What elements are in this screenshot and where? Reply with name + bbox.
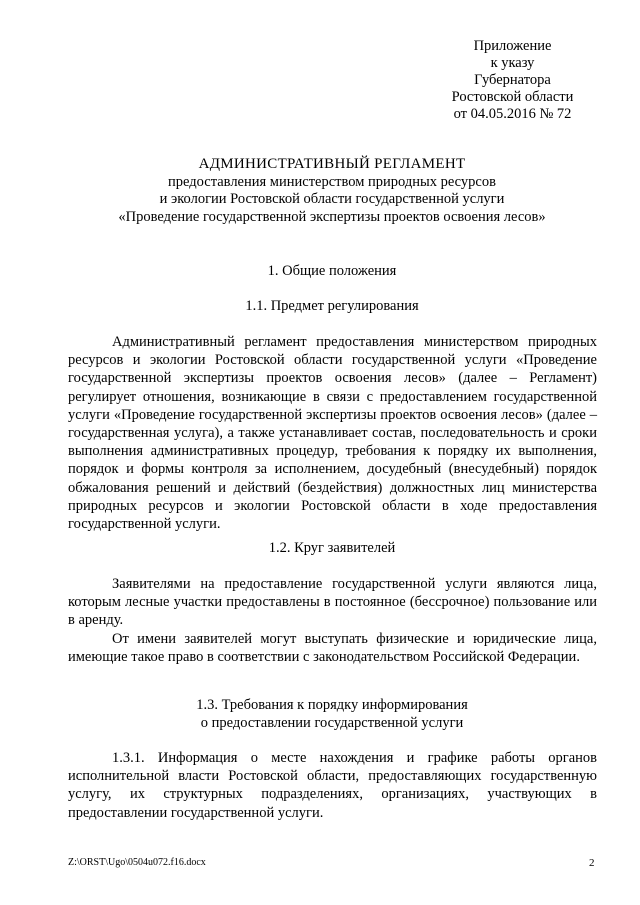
document-title <box>60 156 604 226</box>
paragraph-1-3-1: 1.3.1. Информация о месте нахождения и графике работы органов исполнительной власти Ростовской области, предоставляющих государственную услугу, их структурных подразделениях, организациях, участвующих в предоставлении государственной услуги. <box>68 750 597 821</box>
heading-line: о предоставлении государственной услуги <box>200 714 464 731</box>
title-line: и экологии Ростовской области государственной услуги <box>159 191 505 207</box>
section-heading-1: 1. Общие положения <box>267 263 397 279</box>
footer-file-path: Z:\ORST\Ugo\0504u072.f16.docx <box>68 857 206 868</box>
title-line: предоставления министерством природных ресурсов <box>168 173 496 190</box>
appendix-line: от 04.05.2016 № 72 <box>453 106 572 122</box>
page-number: 2 <box>589 857 595 869</box>
section-heading-1-2: 1.2. Круг заявителей <box>268 540 396 556</box>
section-heading-1-1: 1.1. Предмет регулирования <box>245 298 419 314</box>
paragraph-1-2-a: Заявителями на предоставление государственной услуги являются лица, которым лесные участки предоставлены в постоянное (бессрочное) пользование или в аренду. <box>68 576 597 629</box>
title-main: АДМИНИСТРАТИВНЫЙ РЕГЛАМЕНТ <box>198 156 466 172</box>
appendix-line: к указу <box>490 55 535 71</box>
section-heading-1-3 <box>60 697 604 732</box>
paragraph-1-2-b: От имени заявителей могут выступать физические и юридические лица, имеющие такое право в соответствии с законодательством Российской Федерации. <box>68 631 597 666</box>
appendix-line: Приложение <box>473 38 552 54</box>
appendix-line: Ростовской области <box>451 89 574 105</box>
title-line: «Проведение государственной экспертизы проектов освоения лесов» <box>118 208 546 225</box>
appendix-block <box>420 38 605 123</box>
paragraph-1-1: Административный регламент предоставления министерством природных ресурсов и экологии Ростовской области государственной услуги «Проведение государственной экспертизы проектов освоения лесов» (далее – Регламент) регулирует отношения, возникающие в связи с предоставлением государственной услуги «Проведение государственной экспертизы проектов освоения лесов» (далее – государственная услуга), а также устанавливает состав, последовательность и сроки выполнения административных процедур, требования к порядку их выполнения, порядок и формы контроля за исполнением, досудебный (внесудебный) порядок обжалования решений и действий (бездействия) должностных лиц министерства природных ресурсов и экологии Ростовской области в ходе предоставления государственной услуги. <box>68 334 597 533</box>
appendix-line: Губернатора <box>474 72 551 88</box>
heading-line: 1.3. Требования к порядку информирования <box>196 697 468 713</box>
